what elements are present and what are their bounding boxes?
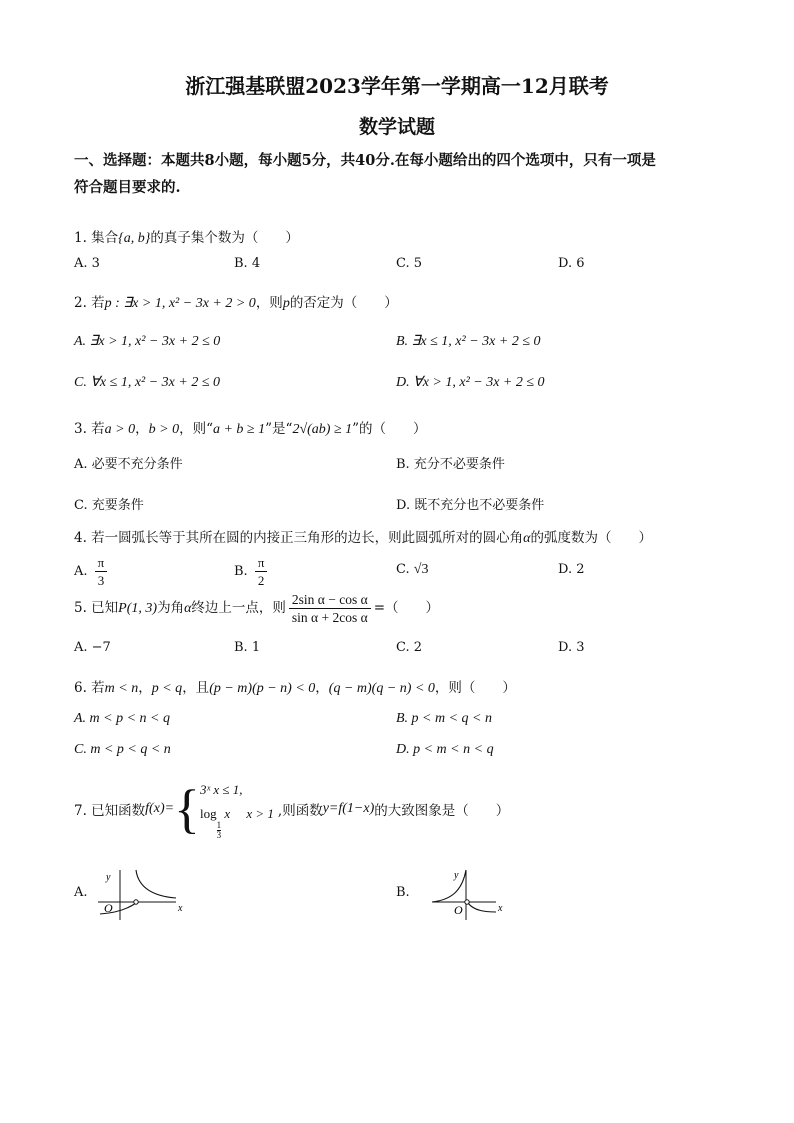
q6-option-b[interactable]: B. p < m < q < n [396, 711, 493, 726]
q5-suffix: =（ ） [373, 600, 439, 616]
section-heading-line1: 一、选择题：本题共8小题，每小题5分，共40分.在每小题给出的四个选项中，只有一项是 [74, 152, 656, 169]
q3-prefix: 3. 若 [74, 421, 105, 437]
q6-sep-1: ， [138, 680, 152, 696]
q3-condition-1: a + b ≥ 1 [212, 422, 266, 437]
x-label: x [178, 903, 183, 914]
q5-fraction [289, 591, 371, 626]
q2-proposition: p : ∃x > 1, x² − 3x + 2 > 0 [104, 296, 256, 311]
q7-mid: ,则函数 [277, 803, 323, 819]
q5-option-c[interactable]: C. 2 [396, 640, 423, 655]
q3-option-d[interactable]: D. 既不充分也不必要条件 [396, 498, 545, 513]
q7-log-base [217, 821, 222, 840]
q4-option-a[interactable] [74, 554, 110, 589]
q4-b-numerator: π [255, 554, 268, 572]
exam-title: 浙江强基联盟2023学年第一学期高一12月联考 [185, 74, 609, 98]
q4-option-b[interactable] [234, 554, 270, 589]
question-1 [74, 226, 299, 247]
q6-suffix: ，则（ ） [434, 680, 516, 696]
q5-denominator: sin α + 2cos α [291, 610, 368, 625]
q3-option-a[interactable]: A. 必要不充分条件 [74, 457, 183, 472]
q7-option-a-graph[interactable] [96, 866, 186, 922]
q4-alpha: α [523, 531, 531, 546]
q2-suffix: 的否定为（ ） [289, 295, 398, 311]
question-5 [74, 591, 439, 626]
q7-fx: f(x)= [145, 801, 175, 816]
q5-option-b[interactable]: B. 1 [234, 640, 261, 655]
y-label: y [106, 872, 111, 883]
question-6 [74, 676, 516, 697]
q1-option-a[interactable]: A. 3 [74, 256, 100, 271]
q7-suffix: 的大致图象是（ ） [374, 803, 510, 819]
q3-mid2: ”是“ [265, 421, 293, 437]
q4-a-denominator: 3 [97, 573, 105, 588]
q3-cond-a: a > 0 [104, 422, 136, 437]
q4-option-c-value: √3 [413, 562, 429, 577]
q6-cond-4: (q − m)(q − n) < 0 [328, 681, 435, 696]
q7-case-2 [200, 802, 274, 840]
q3-cond-b: b > 0 [148, 422, 180, 437]
q7-option-b-label[interactable]: B. [396, 885, 410, 900]
q4-text-1: 4. 若一圆弧长等于其所在圆的内接正三角形的边长，则此圆弧所对的圆心角 [74, 530, 524, 546]
q7-base-num: 1 [216, 820, 222, 830]
q1-prefix: 1. 集合 [74, 230, 119, 246]
q7-base-den: 3 [216, 830, 222, 840]
origin-label: O [454, 903, 463, 917]
q4-option-c-label: C. [396, 562, 410, 577]
origin-label: O [104, 901, 113, 915]
q1-option-c[interactable]: C. 5 [396, 256, 423, 271]
q7-case-2-rest: x x > 1 [224, 806, 274, 821]
open-point [465, 900, 469, 904]
q3-option-c[interactable]: C. 充要条件 [74, 498, 144, 513]
q3-option-b[interactable]: B. 充分不必要条件 [396, 457, 505, 472]
q6-sep-2: ，且 [182, 680, 210, 696]
q1-option-d[interactable]: D. 6 [558, 256, 585, 271]
q2-option-d[interactable]: D. ∀x > 1, x² − 3x + 2 ≤ 0 [396, 375, 545, 390]
q4-option-d[interactable]: D. 2 [558, 562, 585, 577]
q6-option-c[interactable]: C. m < p < q < n [74, 742, 171, 757]
q6-prefix: 6. 若 [74, 680, 105, 696]
q6-sep-3: ， [315, 680, 329, 696]
q5-point: P(1, 3) [118, 601, 158, 616]
q7-piecewise [200, 778, 274, 840]
q4-option-b-fraction [255, 554, 268, 589]
q2-p: p [282, 296, 290, 311]
q7-log: log [199, 806, 217, 821]
q1-set: {a, b} [118, 231, 151, 246]
q4-a-numerator: π [95, 554, 108, 572]
q6-cond-3: (p − m)(p − n) < 0 [209, 681, 316, 696]
section-heading-line2: 符合题目要求的. [74, 179, 181, 196]
q2-prefix: 2. 若 [74, 295, 105, 311]
q4-option-b-label: B. [234, 564, 248, 579]
q7-prefix: 7. 已知函数 [74, 803, 146, 819]
q1-option-b[interactable]: B. 4 [234, 256, 261, 271]
q1-suffix: 的真子集个数为（ ） [150, 230, 299, 246]
q3-condition-2: 2√(ab) ≥ 1 [292, 422, 353, 437]
q6-cond-1: m < n [104, 681, 139, 696]
q4-b-denominator: 2 [257, 573, 265, 588]
q5-numerator: 2sin α − cos α [289, 591, 371, 609]
q7-option-a-label[interactable]: A. [74, 885, 88, 900]
open-point [134, 900, 138, 904]
q7-option-b-graph[interactable] [430, 866, 510, 922]
exam-subtitle: 数学试题 [358, 116, 435, 138]
q5-option-a[interactable]: A. −7 [74, 640, 111, 655]
question-2 [74, 291, 398, 312]
q4-option-a-fraction [95, 554, 108, 589]
q3-mid1: ，则“ [179, 421, 213, 437]
q4-option-a-label: A. [74, 564, 88, 579]
q2-option-a[interactable]: A. ∃x > 1, x² − 3x + 2 ≤ 0 [74, 334, 221, 349]
curve-left [432, 870, 466, 902]
q7-brace: { [174, 779, 200, 839]
curve-right [468, 903, 496, 912]
q2-option-c[interactable]: C. ∀x ≤ 1, x² − 3x + 2 ≤ 0 [74, 375, 221, 390]
section-heading [74, 147, 724, 201]
q6-option-a[interactable]: A. m < p < n < q [74, 711, 171, 726]
q4-text-2: 的弧度数为（ ） [530, 530, 653, 546]
question-7 [74, 778, 509, 840]
q5-mid: 为角 [157, 600, 185, 616]
q3-sep: ， [135, 421, 149, 437]
q5-option-d[interactable]: D. 3 [558, 640, 585, 655]
question-4 [74, 526, 652, 547]
q5-alpha: α [184, 601, 192, 616]
curve-right [136, 870, 176, 898]
q6-option-d[interactable]: D. p < m < n < q [396, 742, 494, 757]
q3-suffix: ”的（ ） [352, 421, 427, 437]
q6-cond-2: p < q [151, 681, 183, 696]
q2-option-b[interactable]: B. ∃x ≤ 1, x² − 3x + 2 ≤ 0 [396, 334, 541, 349]
q5-mid2: 终边上一点，则 [191, 600, 286, 616]
q7-case-1: 3ˣ x ≤ 1, [199, 782, 243, 797]
q4-option-c[interactable] [396, 562, 428, 578]
question-3 [74, 417, 427, 438]
q5-prefix: 5. 已知 [74, 600, 119, 616]
q7-y-expr: y=f(1−x) [322, 801, 375, 816]
x-label: x [498, 903, 503, 914]
q2-mid: ，则 [255, 295, 283, 311]
y-label: y [454, 870, 459, 881]
